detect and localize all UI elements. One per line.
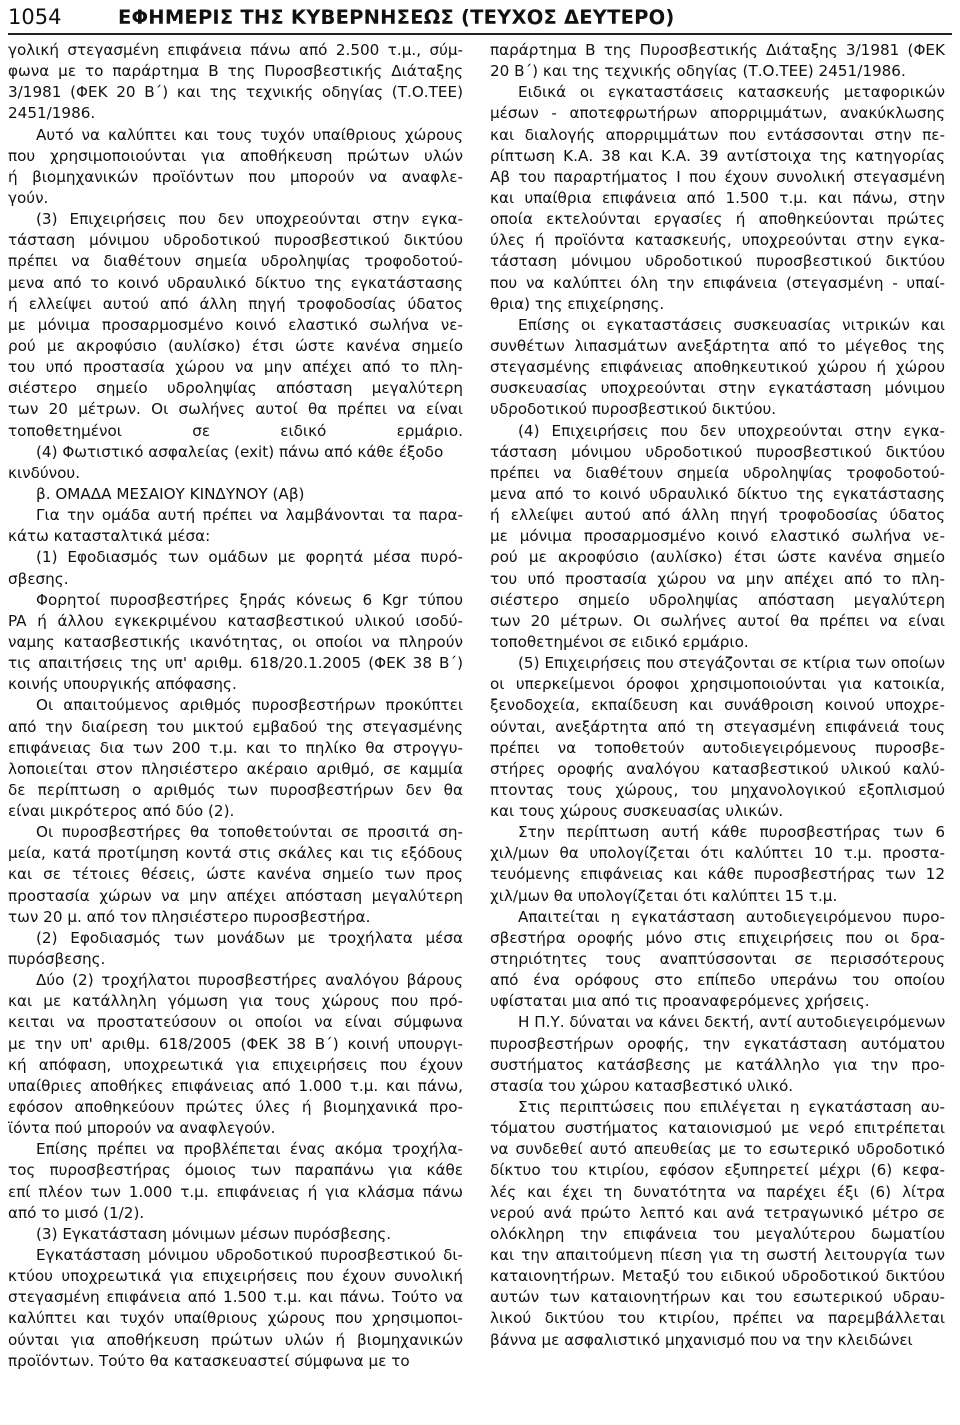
left-column-line-44: πυρόσβεσης.	[8, 950, 106, 969]
left-column-line-14: με μόνιμα προσαρμοσμένο κοινό ελαστικό σωλήνα νε-	[8, 315, 463, 334]
left-column-line-27: Φορητοί πυροσβεστήρες ξηράς κόνεως 6 Kgr τύπου	[36, 590, 463, 609]
right-column-line-28: των 20 μέτρων. Οι σωλήνες αυτοί θα πρέπει να είναι	[490, 611, 945, 630]
left-column-line-12: μενα από το κοινό υδραυλικό δίκτυο της εγκατάστασης	[8, 273, 463, 292]
left-column-line-10: τάσταση μόνιμου υδροδοτικού πυροσβεστικού δικτύου	[8, 231, 463, 250]
gazette-title: ΕΦΗΜΕΡΙΣ ΤΗΣ ΚΥΒΕΡΝΗΣΕΩΣ (ΤΕΥΧΟΣ ΔΕΥΤΕΡΟ)	[118, 5, 675, 29]
left-column-line-20: (4) Φωτιστικό ασφαλείας (exit) πάνω από κάθε έξοδο	[36, 442, 444, 461]
right-column	[490, 40, 945, 1351]
left-column-line-48: με την υπ' αριθμ. 618/2005 (ΦΕΚ 38 Β΄) κοινή υπουργι-	[8, 1034, 463, 1053]
right-column-line-27: σιέστερο σημείο υδροληψίας απόσταση μεγαλύτερη	[490, 590, 945, 609]
right-column-line-41: χιλ/μων θα υπολογίζεται ότι καλύπτει 15 τ.μ.	[490, 886, 838, 905]
right-column-line-31: οι υπερκείμενοι όροφοι χρησιμοποιούνται για κατοικία,	[490, 675, 945, 694]
right-column-line-20: τάσταση μόνιμου υδροδοτικού πυροσβεστικού δικτύου	[490, 442, 945, 461]
right-column-line-37: και τους χώρους συσκευασίας υλικών.	[490, 802, 784, 821]
left-column-line-34: επιφάνειας δια των 200 τ.μ. και το πηλίκο θα στρογγυ-	[8, 738, 463, 757]
right-column-line-54: δίκτυο του κτιρίου, εφόσον εξυπηρετεί μέχρι (6) κεφα-	[490, 1161, 945, 1180]
left-column-line-49: κή απόφαση, υποχρεωτικά για επιχειρήσεις που έχουν	[8, 1055, 463, 1074]
left-column-line-52: ϊόντα πού μπορούν να αναφλεγούν.	[8, 1119, 276, 1138]
right-column-line-32: ξενοδοχεία, εκπαίδευση και συνάθροιση κοινού υποχρε-	[490, 696, 945, 715]
right-column-line-52: τόματου συστήματος καταιονισμού με νερό επιτρέπεται	[490, 1119, 945, 1138]
right-column-line-45: από ένα ορόφους στο επίπεδο υπεράνω του οποίου	[490, 971, 945, 990]
left-column-line-22: β. ΟΜΑΔΑ ΜΕΣΑΙΟΥ ΚΙΝΔΥΝΟΥ (Αβ)	[36, 484, 305, 503]
right-column-line-36: πτοντας τους χώρους, του μηχανολογικού εξοπλισμού	[490, 780, 945, 799]
right-column-line-22: μενα από το κοινό υδραυλικό δίκτυο της εγκατάστασης	[490, 484, 945, 503]
right-column-line-21: πρέπει να διαθέτουν σημεία υδροληψίας τροφοδοτού-	[490, 463, 945, 482]
right-column-line-14: Επίσης οι εγκαταστάσεις συσκευασίας νιτρικών και	[518, 315, 945, 334]
left-column-line-16: του υπό προστασία χώρου να μην απέχει από το πλη-	[8, 358, 463, 377]
right-column-line-60: αυτών των καταιονητήρων και του εσωτερικού υδραυ-	[490, 1288, 945, 1307]
right-column-line-26: του υπό προστασία χώρου να μην απέχει από το πλη-	[490, 569, 945, 588]
right-column-line-46: υφίσταται μια από τις προαναφερόμενες χρήσεις.	[490, 992, 870, 1011]
right-column-line-8: και υπαίθρια επιφάνεια από 1.500 τ.μ. και πάνω, στην	[490, 188, 945, 207]
page-header	[8, 3, 952, 31]
right-column-line-34: πρέπει να τοποθετούν αυτοδιεγειρόμενους πυροσβε-	[490, 738, 945, 757]
left-column-line-2: φωνα με το παράρτημα Β της Πυροσβεστικής Διάταξης	[8, 62, 463, 81]
right-column-line-18: υδροδοτικού πυροσβεστικού δικτύου.	[490, 400, 777, 419]
left-column-line-54: τος πυροσβεστήρας όμοιος των παραπάνω για κάθε	[8, 1161, 463, 1180]
right-column-line-33: ούνται, ανεξάρτητα από τη στεγασμένη επιφάνειά τους	[490, 717, 945, 736]
left-column-line-58: Εγκατάσταση μόνιμου υδροδοτικού πυροσβεστικού δι-	[36, 1246, 463, 1265]
left-column-line-38: Οι πυροσβεστήρες θα τοποθετούνται σε προσιτά ση-	[36, 823, 463, 842]
right-column-line-30: (5) Επιχειρήσεις που στεγάζονται σε κτίρια των οποίων	[518, 654, 945, 673]
left-column-line-47: κειται να προστατεύσουν οι οποίοι να είναι σύμφωνα	[8, 1013, 463, 1032]
right-column-line-6: ρίπτωση Κ.Α. 38 και Κ.Α. 39 αντίστοιχα της κατηγορίας	[490, 146, 945, 165]
left-column-line-15: ρού με ακροφύσιο (αυλίσκο) έτσι ώστε κανένα σημείο	[8, 336, 463, 355]
left-column-line-32: Οι απαιτούμενος αριθμός πυροσβεστήρων προκύπτει	[36, 696, 463, 715]
left-column-line-6: που χρησιμοποιούνται για αποθήκευση πρώτων υλών	[8, 146, 463, 165]
left-column-line-5: Αυτό να καλύπτει και τους τυχόν υπαίθριους χώρους	[36, 125, 463, 144]
left-column-line-60: στεγασμένη επιφάνεια από 1.500 τ.μ. και πάνω. Τούτο να	[8, 1288, 463, 1307]
right-column-line-49: συστήματος κατάσβεσης με κατάλληλο για την προ-	[490, 1055, 945, 1074]
right-column-line-58: και την απαιτούμενη πίεση για τη σωστή λειτουργία των	[490, 1246, 945, 1265]
left-column-line-7: ή βιομηχανικών προϊόντων που μπορούν να αναφλε-	[8, 167, 463, 186]
right-column-line-24: με μόνιμα προσαρμοσμένο κοινό ελαστικό σωλήνα νε-	[490, 527, 945, 546]
right-column-line-10: ύλες ή προϊόντα κατασκευής, υποχρεούνται στην εγκα-	[490, 231, 945, 250]
left-column-line-29: ναμης κατασβεστικής ικανότητας, οι οποίοι να πληρούν	[8, 632, 463, 651]
right-column-line-16: στεγασμένης επιφάνειας αποθηκευτικού χώρου ή χώρου	[490, 358, 945, 377]
left-column-line-13: ή ελλείψει αυτού από άλλη πηγή τροφοδοσίας ύδατος	[8, 294, 463, 313]
right-column-line-48: πυροσβεστήρων οροφής, την εγκατάσταση αυτόματου	[490, 1034, 945, 1053]
left-column-line-36: δε περίπτωση ο αριθμός των πυροσβεστήρων δεν θα	[8, 780, 463, 799]
right-column-line-40: τευόμενης επιφάνειας και κάθε πυροσβεστήρας των 12	[490, 865, 945, 884]
right-column-line-35: στήρες οροφής αναλόγου κατασβεστικού υλικού καλύ-	[490, 759, 945, 778]
right-column-line-56: νερού ανά πρώτο λεπτό και ανά τετραγωνικό μέτρο σε	[490, 1203, 945, 1222]
left-column-line-57: (3) Εγκατάσταση μόνιμων μέσων πυρόσβεσης.	[36, 1224, 392, 1243]
page-number: 1054	[8, 5, 62, 29]
right-column-line-9: οποία εκτελούνται εργασίες ή αποθηκεύονται πρώτες	[490, 210, 945, 229]
left-column-line-26: σβεσης.	[8, 569, 69, 588]
right-column-line-1: παράρτημα Β της Πυροσβεστικής Διάταξης 3/1981 (ΦΕΚ	[490, 41, 945, 59]
left-column-line-1: γολική στεγασμένη επιφάνεια πάνω από 2.500 τ.μ., σύμ-	[8, 41, 463, 59]
left-column-line-45: Δύο (2) τροχήλατοι πυροσβεστήρες αναλόγου βάρους	[36, 971, 463, 990]
right-column-line-55: λές και έχει τη δυνατότητα να παρέχει έξι (6) λίτρα	[490, 1182, 945, 1201]
right-column-line-11: τάσταση μόνιμου υδροδοτικού πυροσβεστικού δικτύου	[490, 252, 945, 271]
left-column-line-61: καλύπτει και τυχόν υπαίθριους χώρους που χρησιμοποι-	[8, 1309, 463, 1328]
left-column-line-55: επί πλέον των 1.000 τ.μ. επιφάνειας ή για κλάσμα πάνω	[8, 1182, 463, 1201]
header-rule	[8, 33, 952, 35]
right-column-line-3: Ειδικά οι εγκαταστάσεις κατασκευής μεταφορικών	[518, 83, 945, 102]
right-column-line-61: λικού δικτύου του κτιρίου, πρέπει να παρεμβάλλεται	[490, 1309, 945, 1328]
left-column-line-31: κοινής υπουργικής απόφασης.	[8, 675, 237, 694]
left-column-line-17: σιέστερο σημείο υδροληψίας απόσταση μεγαλύτερη	[8, 379, 463, 398]
left-column-line-35: λοποιείται στον πλησιέστερο ακέραιο αριθμό, σε καμμία	[8, 759, 463, 778]
right-column-line-25: ρού με ακροφύσιο (αυλίσκο) έτσι ώστε κανένα σημείο	[490, 548, 945, 567]
left-column-line-42: των 20 μ. από τον πλησιέστερο πυροσβεστήρα.	[8, 907, 371, 926]
left-column-line-63: προϊόντων. Τούτο θα κατασκευαστεί σύμφωνα με το	[8, 1351, 410, 1370]
left-column-line-8: γούν.	[8, 188, 49, 207]
left-column-line-4: 2451/1986.	[8, 104, 96, 123]
left-column-line-9: (3) Επιχειρήσεις που δεν υποχρεούνται στην εγκα-	[36, 210, 463, 229]
left-column-line-59: κτύου υποχρεωτικά για επιχειρήσεις που έχουν συνολική	[8, 1267, 463, 1286]
left-column-line-24: κάτω κατασταλτικά μέσα:	[8, 527, 211, 546]
left-column-line-19: τοποθετημένοι σε ειδικό ερμάριο.	[8, 421, 463, 440]
right-column-line-53: να συνδεθεί αυτό απευθείας με το εσωτερικό υδροδοτικό	[490, 1140, 945, 1159]
left-column-line-51: εφόσον αποθηκεύουν πρώτες ύλες ή βιομηχανικά προ-	[8, 1098, 463, 1117]
left-column-line-23: Για την ομάδα αυτή πρέπει να λαμβάνονται τα παρα-	[36, 506, 463, 525]
left-column-line-33: από την διαίρεση του μικτού εμβαδού της στεγασμένης	[8, 717, 463, 736]
left-column-line-53: Επίσης πρέπει να προβλέπεται ένας ακόμα τροχήλα-	[36, 1140, 463, 1159]
left-column-line-30: τις απαιτήσεις της υπ' αριθμ. 618/20.1.2005 (ΦΕΚ 38 Β΄)	[8, 654, 463, 673]
left-column-line-46: και με κατάλληλη γόμωση για τους χώρους που πρό-	[8, 992, 463, 1011]
right-column-line-17: συσκευασίας υποχρεούνται στην εγκατάσταση μόνιμου	[490, 379, 945, 398]
left-column	[8, 40, 463, 1372]
left-column-line-56: από το μισό (1/2).	[8, 1203, 145, 1222]
left-column-line-43: (2) Εφοδιασμός των μονάδων με τροχήλατα μέσα	[36, 928, 463, 947]
left-column-line-39: μεία, κατά προτίμηση κοντά στις σκάλες και τις εξόδους	[8, 844, 463, 863]
right-column-line-51: Στις περιπτώσεις που επιλέγεται η εγκατάσταση αυ-	[518, 1098, 945, 1117]
right-column-line-44: στηριότητες τους αναπτύσσονται σε περισσότερους	[490, 950, 945, 969]
left-column-line-37: είναι μικρότερος από δύο (2).	[8, 802, 235, 821]
right-column-line-15: συνθέτων λιπασμάτων ανεξάρτητα από το μέγεθος της	[490, 336, 945, 355]
left-column-line-41: προστασία χώρων να μην απέχει απόσταση μεγαλύτερη	[8, 886, 463, 905]
right-column-line-23: ή ελλείψει αυτού από άλλη πηγή τροφοδοσίας ύδατος	[490, 506, 945, 525]
right-column-line-38: Στην περίπτωση αυτή κάθε πυροσβεστήρας των 6	[518, 823, 945, 842]
left-column-line-18: των 20 μέτρων. Οι σωλήνες αυτοί θα πρέπει να είναι	[8, 400, 463, 419]
left-column-line-21: κινδύνου.	[8, 463, 81, 482]
right-column-line-7: Αβ του παραρτήματος Ι που έχουν συνολική στεγασμένη	[490, 167, 945, 186]
right-column-line-57: ολόκληρη την επιφάνεια του μεγαλύτερου δωματίου	[490, 1224, 945, 1243]
right-column-line-2: 20 Β΄) και της τεχνικής οδηγίας (Τ.Ο.ΤΕΕ) 2451/1986.	[490, 62, 906, 81]
left-column-line-50: υπαίθριες αποθήκες επιφάνειας από 1.000 τ.μ. και πάνω,	[8, 1076, 463, 1095]
left-column-line-28: PA ή άλλου εγκεκριμένου κατασβεστικού υλικού ισοδύ-	[8, 611, 463, 630]
left-column-line-40: και σε τέτοιες θέσεις, ώστε κανένα σημείο των προς	[8, 865, 463, 884]
right-column-line-29: τοποθετημένοι σε ειδικό ερμάριο.	[490, 632, 749, 651]
right-column-line-50: στασία του χώρου κατασβεστικό υλικό.	[490, 1076, 794, 1095]
right-column-line-19: (4) Επιχειρήσεις που δεν υποχρεούνται στην εγκα-	[518, 421, 945, 440]
right-column-line-47: Η Π.Υ. δύναται να κάνει δεκτή, αντί αυτοδιεγειρόμενων	[518, 1013, 945, 1032]
right-column-line-4: μέσων - αποτεφρωτήρων απορριμμάτων, ανακύκλωσης	[490, 104, 945, 123]
right-column-line-42: Απαιτείται η εγκατάσταση αυτοδιεγειρόμενου πυρο-	[518, 907, 945, 926]
left-column-line-62: ούνται για αποθήκευση πρώτων υλών ή βιομηχανικών	[8, 1330, 463, 1349]
left-column-line-11: πρέπει να διαθέτουν σημεία υδροληψίας τροφοδοτού-	[8, 252, 463, 271]
right-column-line-62: βάννα με ασφαλιστικό μηχανισμό που να την κλειδώνει	[490, 1330, 913, 1349]
right-column-line-43: σβεστήρα οροφής μόνο στις επιχειρήσεις που οι δρα-	[490, 928, 945, 947]
left-column-line-3: 3/1981 (ΦΕΚ 20 Β΄) και της τεχνικής οδηγίας (Τ.Ο.ΤΕΕ)	[8, 83, 463, 102]
right-column-line-13: θρια) της επιχείρησης.	[490, 294, 665, 313]
left-column-line-25: (1) Εφοδιασμός των ομάδων με φορητά μέσα πυρό-	[36, 548, 463, 567]
right-column-line-5: και διαλογής απορριμμάτων που εντάσσονται στην πε-	[490, 125, 945, 144]
right-column-line-39: χιλ/μων θα υπολογίζεται ότι καλύπτει 10 τ.μ. προστα-	[490, 844, 945, 863]
right-column-line-59: καταιονητήρων. Μεταξύ του ειδικού υδροδοτικού δικτύου	[490, 1267, 945, 1286]
right-column-line-12: που να καλύπτει όλη την επιφάνεια (στεγασμένη - υπαί-	[490, 273, 945, 292]
